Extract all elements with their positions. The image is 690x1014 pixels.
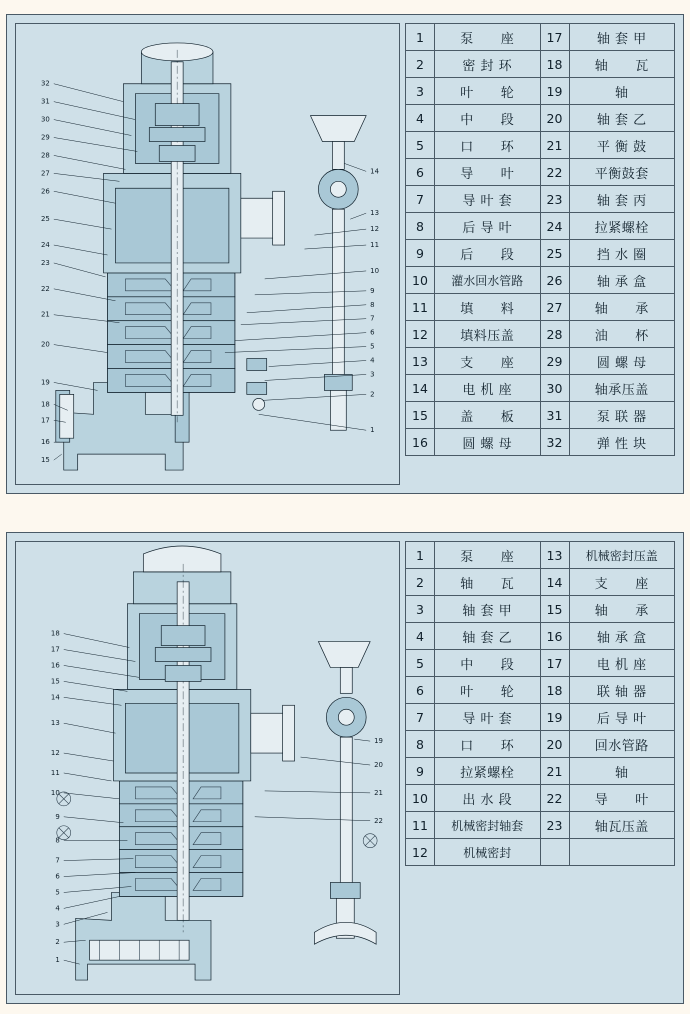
part-name: 轴 套 乙 bbox=[435, 623, 541, 650]
part-number-empty bbox=[540, 839, 569, 866]
table-row bbox=[406, 294, 675, 321]
table-row bbox=[406, 704, 675, 731]
part-number: 16 bbox=[406, 429, 435, 456]
part-number: 24 bbox=[540, 213, 569, 240]
parts-list-table-top bbox=[405, 23, 675, 456]
svg-text:16: 16 bbox=[50, 661, 60, 670]
part-number: 28 bbox=[540, 321, 569, 348]
part-number: 30 bbox=[540, 375, 569, 402]
figure-top-panel bbox=[6, 14, 684, 494]
table-row bbox=[406, 569, 675, 596]
svg-text:10: 10 bbox=[370, 266, 380, 275]
part-name: 中 段 bbox=[435, 105, 541, 132]
table-row bbox=[406, 240, 675, 267]
part-name: 盖 板 bbox=[435, 402, 541, 429]
part-number: 6 bbox=[406, 677, 435, 704]
part-name: 轴 套 甲 bbox=[569, 24, 675, 51]
table-row bbox=[406, 213, 675, 240]
part-number: 18 bbox=[540, 677, 569, 704]
part-number: 9 bbox=[406, 240, 435, 267]
part-number: 25 bbox=[540, 240, 569, 267]
part-number: 23 bbox=[540, 186, 569, 213]
part-name: 叶 轮 bbox=[435, 677, 541, 704]
part-number: 2 bbox=[406, 569, 435, 596]
part-name: 密 封 环 bbox=[435, 51, 541, 78]
svg-text:23: 23 bbox=[40, 258, 50, 267]
svg-text:10: 10 bbox=[50, 788, 60, 797]
part-name-empty bbox=[569, 839, 675, 866]
table-row bbox=[406, 731, 675, 758]
svg-text:17: 17 bbox=[40, 416, 50, 425]
part-number: 27 bbox=[540, 294, 569, 321]
svg-text:31: 31 bbox=[40, 97, 50, 106]
part-name: 轴 瓦 bbox=[435, 569, 541, 596]
part-name: 弹 性 块 bbox=[569, 429, 675, 456]
part-number: 15 bbox=[406, 402, 435, 429]
part-name: 拉紧螺栓 bbox=[435, 758, 541, 785]
svg-text:8: 8 bbox=[370, 300, 375, 309]
part-number: 15 bbox=[540, 596, 569, 623]
part-name: 出 水 段 bbox=[435, 785, 541, 812]
part-number: 9 bbox=[406, 758, 435, 785]
table-row bbox=[406, 159, 675, 186]
part-name: 导 叶 bbox=[569, 785, 675, 812]
part-name: 灌水回水管路 bbox=[435, 267, 541, 294]
svg-text:18: 18 bbox=[40, 400, 50, 409]
part-name: 机械密封 bbox=[435, 839, 541, 866]
part-name: 轴 承 bbox=[569, 596, 675, 623]
part-number: 22 bbox=[540, 159, 569, 186]
part-name: 支 座 bbox=[435, 348, 541, 375]
part-number: 21 bbox=[540, 758, 569, 785]
svg-text:27: 27 bbox=[40, 169, 50, 178]
part-name: 叶 轮 bbox=[435, 78, 541, 105]
part-name: 圆 螺 母 bbox=[569, 348, 675, 375]
table-row bbox=[406, 24, 675, 51]
part-number: 20 bbox=[540, 731, 569, 758]
table-row bbox=[406, 542, 675, 569]
part-name: 口 环 bbox=[435, 132, 541, 159]
table-row bbox=[406, 839, 675, 866]
table-row bbox=[406, 105, 675, 132]
svg-text:9: 9 bbox=[370, 286, 375, 295]
part-number: 31 bbox=[540, 402, 569, 429]
svg-text:11: 11 bbox=[50, 768, 60, 777]
table-row bbox=[406, 650, 675, 677]
pump-sectional-drawing-top bbox=[15, 23, 400, 485]
table-row bbox=[406, 348, 675, 375]
pump-drawing-svg-bottom bbox=[16, 542, 399, 994]
svg-text:3: 3 bbox=[370, 370, 375, 379]
svg-text:1: 1 bbox=[55, 956, 60, 965]
svg-text:18: 18 bbox=[50, 629, 60, 638]
part-number: 2 bbox=[406, 51, 435, 78]
part-number: 12 bbox=[406, 321, 435, 348]
svg-text:22: 22 bbox=[40, 284, 50, 293]
part-name: 导 叶 bbox=[435, 159, 541, 186]
part-name: 圆 螺 母 bbox=[435, 429, 541, 456]
pump-sectional-drawing-bottom bbox=[15, 541, 400, 995]
part-name: 导 叶 套 bbox=[435, 704, 541, 731]
part-name: 机械密封轴套 bbox=[435, 812, 541, 839]
part-number: 10 bbox=[406, 267, 435, 294]
part-number: 7 bbox=[406, 186, 435, 213]
part-name: 轴瓦压盖 bbox=[569, 812, 675, 839]
table-row bbox=[406, 51, 675, 78]
table-row bbox=[406, 785, 675, 812]
part-number: 6 bbox=[406, 159, 435, 186]
part-number: 5 bbox=[406, 650, 435, 677]
part-name: 联 轴 器 bbox=[569, 677, 675, 704]
part-number: 19 bbox=[540, 78, 569, 105]
part-number: 17 bbox=[540, 650, 569, 677]
svg-text:26: 26 bbox=[40, 187, 50, 196]
part-name: 轴 承 盒 bbox=[569, 623, 675, 650]
part-name: 电 机 座 bbox=[569, 650, 675, 677]
svg-text:12: 12 bbox=[370, 225, 380, 234]
svg-text:7: 7 bbox=[370, 314, 375, 323]
part-number: 19 bbox=[540, 704, 569, 731]
svg-text:3: 3 bbox=[55, 920, 60, 929]
part-name: 中 段 bbox=[435, 650, 541, 677]
part-number: 4 bbox=[406, 623, 435, 650]
table-row bbox=[406, 429, 675, 456]
part-name: 轴 bbox=[569, 78, 675, 105]
table-row bbox=[406, 402, 675, 429]
table-row bbox=[406, 677, 675, 704]
svg-text:17: 17 bbox=[50, 645, 60, 654]
svg-text:19: 19 bbox=[40, 378, 50, 387]
svg-text:12: 12 bbox=[50, 749, 60, 758]
part-number: 32 bbox=[540, 429, 569, 456]
parts-list-table-bottom bbox=[405, 541, 675, 866]
part-name: 电 机 座 bbox=[435, 375, 541, 402]
svg-text:30: 30 bbox=[40, 115, 50, 124]
part-number: 1 bbox=[406, 542, 435, 569]
svg-text:14: 14 bbox=[50, 693, 60, 702]
svg-text:2: 2 bbox=[55, 938, 60, 947]
part-number: 16 bbox=[540, 623, 569, 650]
part-number: 20 bbox=[540, 105, 569, 132]
part-name: 拉紧螺栓 bbox=[569, 213, 675, 240]
svg-text:13: 13 bbox=[370, 209, 380, 218]
part-number: 22 bbox=[540, 785, 569, 812]
part-name: 后 导 叶 bbox=[435, 213, 541, 240]
part-name: 泵 座 bbox=[435, 542, 541, 569]
part-number: 5 bbox=[406, 132, 435, 159]
svg-text:21: 21 bbox=[374, 788, 383, 797]
part-number: 3 bbox=[406, 596, 435, 623]
svg-text:25: 25 bbox=[40, 215, 50, 224]
svg-text:14: 14 bbox=[370, 167, 380, 176]
part-name: 平衡鼓套 bbox=[569, 159, 675, 186]
svg-text:9: 9 bbox=[55, 812, 60, 821]
part-number: 10 bbox=[406, 785, 435, 812]
table-row bbox=[406, 267, 675, 294]
svg-text:29: 29 bbox=[40, 133, 50, 142]
svg-text:2: 2 bbox=[370, 390, 375, 399]
svg-text:8: 8 bbox=[55, 836, 60, 845]
svg-text:24: 24 bbox=[40, 241, 50, 250]
part-number: 13 bbox=[406, 348, 435, 375]
svg-text:20: 20 bbox=[40, 340, 50, 349]
part-number: 23 bbox=[540, 812, 569, 839]
table-row bbox=[406, 758, 675, 785]
part-name: 轴 承 盒 bbox=[569, 267, 675, 294]
svg-text:6: 6 bbox=[55, 872, 60, 881]
svg-text:32: 32 bbox=[40, 79, 50, 88]
part-name: 回水管路 bbox=[569, 731, 675, 758]
svg-text:21: 21 bbox=[40, 310, 50, 319]
part-name: 后 段 bbox=[435, 240, 541, 267]
part-name: 挡 水 圈 bbox=[569, 240, 675, 267]
part-number: 29 bbox=[540, 348, 569, 375]
part-name: 轴承压盖 bbox=[569, 375, 675, 402]
part-number: 3 bbox=[406, 78, 435, 105]
part-name: 后 导 叶 bbox=[569, 704, 675, 731]
part-name: 泵 座 bbox=[435, 24, 541, 51]
part-number: 11 bbox=[406, 812, 435, 839]
svg-text:4: 4 bbox=[55, 904, 60, 913]
table-row bbox=[406, 623, 675, 650]
svg-text:20: 20 bbox=[374, 761, 383, 770]
part-number: 21 bbox=[540, 132, 569, 159]
svg-text:11: 11 bbox=[370, 241, 380, 250]
part-number: 18 bbox=[540, 51, 569, 78]
part-number: 8 bbox=[406, 213, 435, 240]
part-name: 导 叶 套 bbox=[435, 186, 541, 213]
part-name: 轴 承 bbox=[569, 294, 675, 321]
svg-text:13: 13 bbox=[50, 719, 60, 728]
figure-bottom-panel bbox=[6, 532, 684, 1004]
part-name: 机械密封压盖 bbox=[569, 542, 675, 569]
part-number: 14 bbox=[540, 569, 569, 596]
svg-text:1: 1 bbox=[370, 426, 375, 435]
svg-text:28: 28 bbox=[40, 151, 50, 160]
table-row bbox=[406, 596, 675, 623]
svg-text:5: 5 bbox=[370, 342, 375, 351]
svg-text:16: 16 bbox=[40, 438, 50, 447]
table-row bbox=[406, 186, 675, 213]
part-number: 8 bbox=[406, 731, 435, 758]
part-name: 轴 bbox=[569, 758, 675, 785]
part-name: 泵 联 器 bbox=[569, 402, 675, 429]
part-name: 支 座 bbox=[569, 569, 675, 596]
part-number: 4 bbox=[406, 105, 435, 132]
svg-text:15: 15 bbox=[50, 677, 60, 686]
svg-text:4: 4 bbox=[370, 356, 375, 365]
svg-text:5: 5 bbox=[55, 888, 60, 897]
part-number: 11 bbox=[406, 294, 435, 321]
part-name: 轴 套 甲 bbox=[435, 596, 541, 623]
part-name: 平 衡 鼓 bbox=[569, 132, 675, 159]
table-row bbox=[406, 812, 675, 839]
table-row bbox=[406, 132, 675, 159]
svg-text:15: 15 bbox=[40, 456, 50, 465]
part-number: 26 bbox=[540, 267, 569, 294]
part-number: 14 bbox=[406, 375, 435, 402]
part-number: 17 bbox=[540, 24, 569, 51]
part-name: 轴 套 乙 bbox=[569, 105, 675, 132]
part-name: 油 杯 bbox=[569, 321, 675, 348]
table-row bbox=[406, 375, 675, 402]
svg-text:6: 6 bbox=[370, 328, 375, 337]
part-number: 1 bbox=[406, 24, 435, 51]
table-row bbox=[406, 321, 675, 348]
part-name: 轴 套 丙 bbox=[569, 186, 675, 213]
svg-text:19: 19 bbox=[374, 737, 383, 746]
part-name: 口 环 bbox=[435, 731, 541, 758]
table-row bbox=[406, 78, 675, 105]
part-name: 填料压盖 bbox=[435, 321, 541, 348]
part-number: 12 bbox=[406, 839, 435, 866]
part-number: 13 bbox=[540, 542, 569, 569]
svg-text:7: 7 bbox=[55, 856, 60, 865]
part-number: 7 bbox=[406, 704, 435, 731]
svg-text:22: 22 bbox=[374, 816, 383, 825]
pump-drawing-svg-top bbox=[16, 24, 399, 484]
part-name: 轴 瓦 bbox=[569, 51, 675, 78]
part-name: 填 料 bbox=[435, 294, 541, 321]
